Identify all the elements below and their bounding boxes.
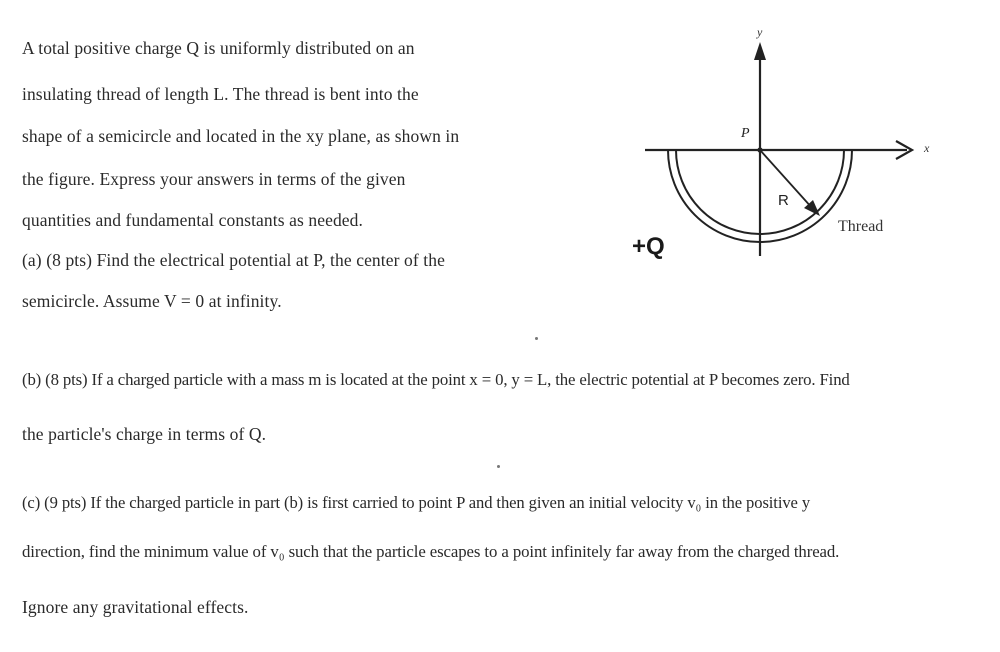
- part-b-line-2: the particle's charge in terms of Q.: [22, 424, 267, 444]
- thread-label: Thread: [838, 218, 884, 235]
- intro-line-4: the figure. Express your answers in terms of the given: [22, 169, 406, 189]
- part-c-line-1: (c) (9 pts) If the charged particle in part (b) is first carried to point P and then given an initial velocity v₀ in the positive y: [22, 493, 811, 512]
- part-a-line-2: semicircle. Assume V = 0 at infinity.: [22, 291, 282, 311]
- y-axis-label: y: [757, 25, 763, 39]
- y-axis-arrow-icon: [754, 42, 766, 60]
- radius-label: R: [778, 192, 789, 209]
- part-c-line-3: Ignore any gravitational effects.: [22, 597, 249, 617]
- intro-line-1: A total positive charge Q is uniformly distributed on an: [22, 38, 415, 58]
- intro-line-2: insulating thread of length L. The thread is bent into the: [22, 84, 419, 104]
- part-a-line-1: (a) (8 pts) Find the electrical potential at P, the center of the: [22, 250, 445, 270]
- semicircle-figure: [620, 20, 950, 280]
- x-axis-label: x: [924, 141, 930, 155]
- center-label-p: P: [741, 126, 750, 141]
- charge-label: +Q: [632, 233, 665, 260]
- speck: [535, 337, 538, 340]
- speck: [497, 465, 500, 468]
- intro-line-5: quantities and fundamental constants as needed.: [22, 210, 363, 230]
- part-c-line-2: direction, find the minimum value of v₀ such that the particle escapes to a point infinitely far away from the charged thread.: [22, 542, 840, 561]
- intro-line-3: shape of a semicircle and located in the xy plane, as shown in: [22, 126, 460, 146]
- part-b-line-1: (b) (8 pts) If a charged particle with a mass m is located at the point x = 0, y = L, the electric potential at P becomes zero. Find: [22, 370, 850, 389]
